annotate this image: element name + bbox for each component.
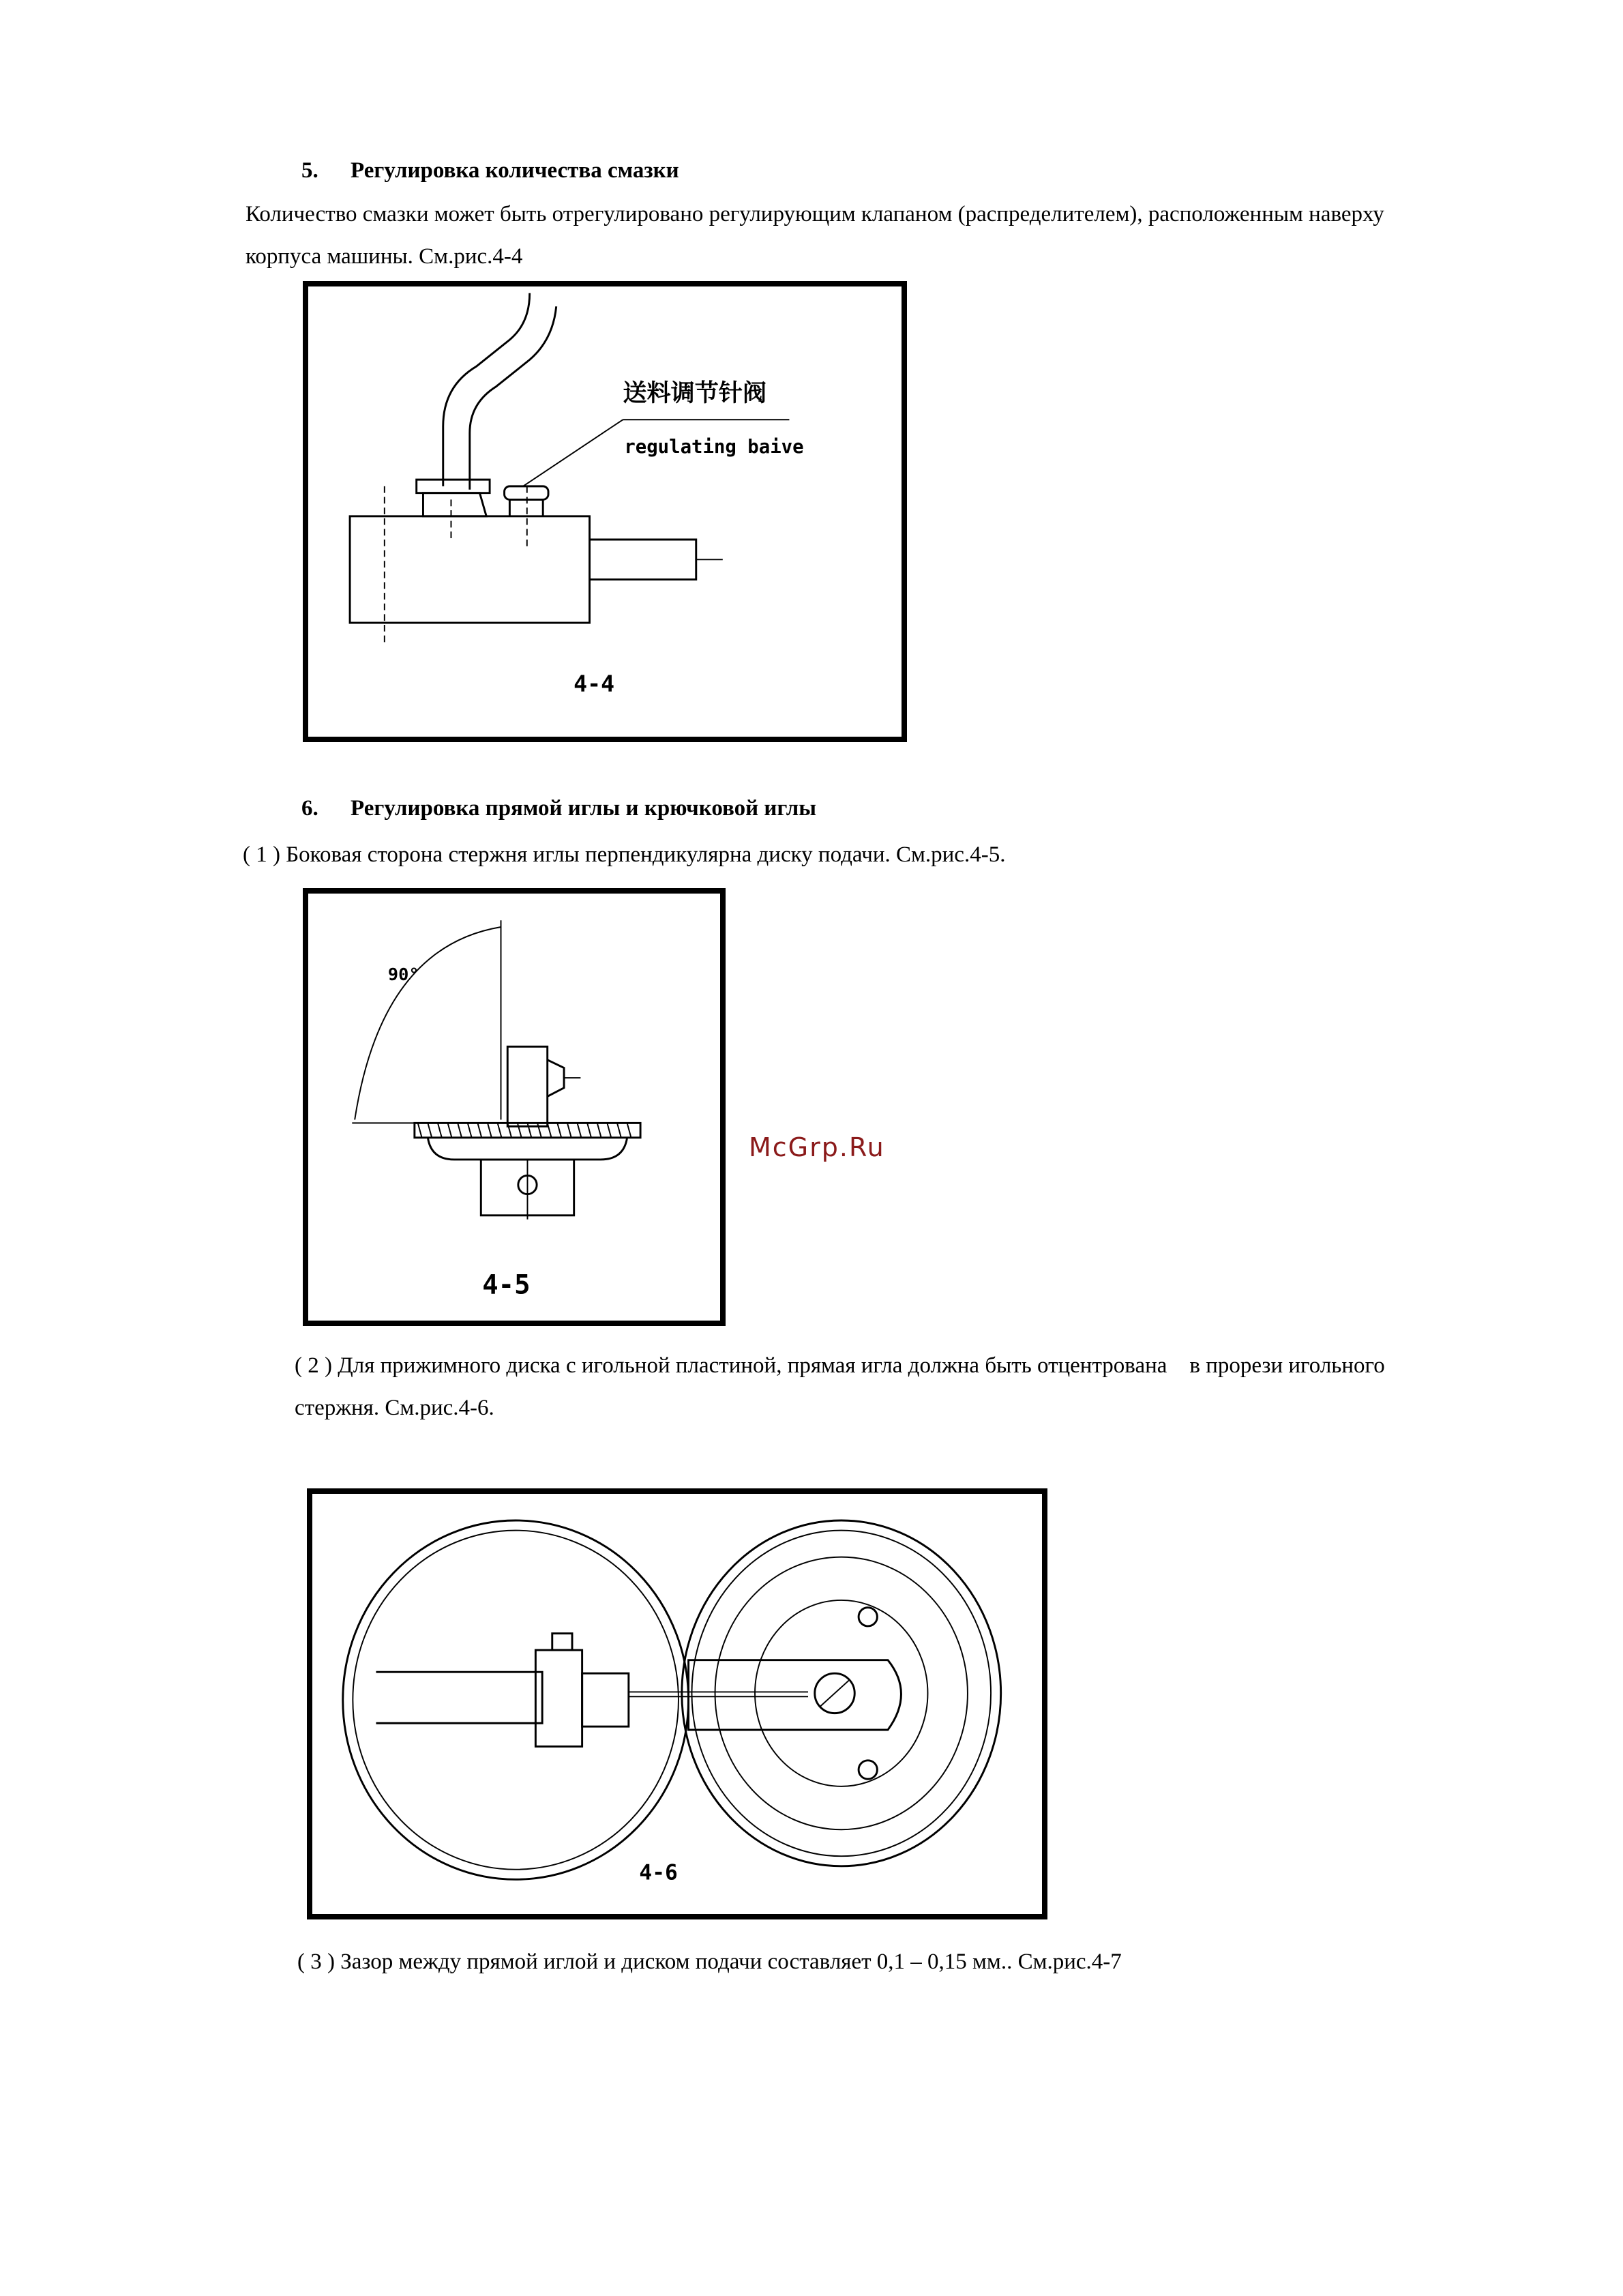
section-5-text-line2: корпуса машины. См.рис.4-4	[245, 244, 523, 269]
item-2-line1: ( 2 ) Для прижимного диска с игольной пластиной, прямая игла должна быть отцентрована в прорези игольного	[295, 1353, 1385, 1378]
figure-4-4-label-en: regulating baive	[624, 437, 804, 458]
section-5-heading	[301, 158, 679, 183]
section-6-title: Регулировка прямой иглы и крючковой иглы	[351, 796, 816, 821]
figure-4-4-drawing	[308, 286, 902, 737]
section-5-text	[245, 193, 1541, 278]
section-5-number: 5.	[301, 158, 318, 183]
figure-4-4-label-cn: 送料调节针阀	[623, 379, 767, 407]
item-2-line2: стержня. См.рис.4-6.	[295, 1396, 494, 1420]
section-5-text-line1: Количество смазки может быть отрегулировано регулирующим клапаном (распределителем), расположенным наверху	[245, 202, 1384, 226]
figure-4-5-caption: 4-5	[482, 1269, 531, 1301]
figure-4-4	[303, 281, 907, 742]
figure-4-5-angle-label: 90°	[387, 963, 419, 984]
figure-4-6-caption: 4-6	[639, 1860, 678, 1885]
figure-4-6	[307, 1488, 1047, 1919]
figure-4-6-drawing	[312, 1494, 1042, 1914]
section-6-item-1: ( 1 ) Боковая сторона стержня иглы перпендикулярна диску подачи. См.рис.4-5.	[243, 842, 1006, 867]
section-6-number: 6.	[301, 796, 318, 821]
watermark: McGrp.Ru	[749, 1132, 885, 1162]
figure-4-4-caption: 4-4	[574, 670, 615, 697]
figure-4-5	[303, 888, 726, 1326]
section-5-title: Регулировка количества смазки	[351, 158, 679, 183]
figure-4-5-drawing	[308, 894, 720, 1321]
item-3: ( 3 ) Зазор между прямой иглой и диском подачи составляет 0,1 – 0,15 мм.. См.рис.4-7	[297, 1949, 1122, 1974]
section-6-heading	[301, 796, 816, 821]
item-2	[295, 1344, 1563, 1429]
